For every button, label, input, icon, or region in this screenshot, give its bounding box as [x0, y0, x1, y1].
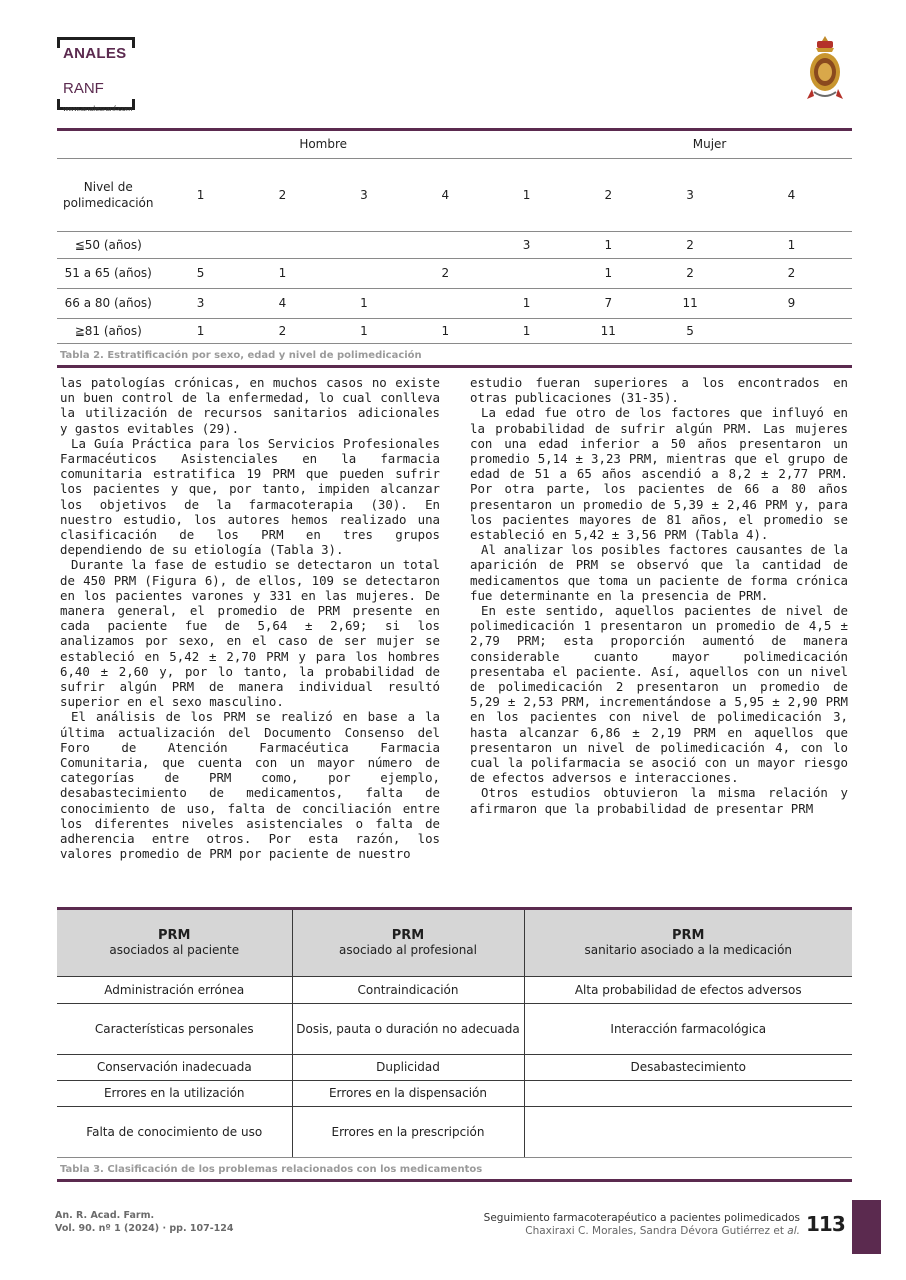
paragraph: Al analizar los posibles factores causantes de la aparición de PRM se observó que la cantidad de medicamentos que toma un paciente de forma crónica fue determinante en la presencia de PRM.: [470, 542, 848, 603]
level-h4: 4: [405, 158, 486, 231]
logo-anales: ANALES: [63, 45, 127, 62]
header-title: PRM: [672, 928, 705, 944]
cell: 3: [159, 288, 241, 318]
cell: [242, 231, 324, 258]
footer-citation: [55, 1209, 233, 1235]
cell: 1: [405, 318, 486, 343]
paragraph: las patologías crónicas, en muchos casos no existe un buen control de la enfermedad, lo cual conlleva la utilización de recursos sanitarios adicionales y gastos evitables (29).: [60, 375, 440, 436]
table-row: [57, 1106, 852, 1157]
header-title: PRM: [158, 928, 191, 944]
cell: 1: [486, 318, 567, 343]
paragraph: La Guía Práctica para los Servicios Profesionales Farmacéuticos Asistenciales en la farmacia comunitaria estratifica 19 PRM que pueden sufrir los pacientes y que, por tanto, impiden alcanzar los objetivos de la farmacoterapia (30). En nuestro estudio, los autores hemos realizado una clasificación de los PRM en tres grupos dependiendo de su etiología (Tabla 3).: [60, 435, 440, 558]
group-hombre: Hombre: [299, 137, 348, 152]
level-h1: 1: [159, 158, 241, 231]
cell: 11: [649, 288, 730, 318]
cell: 2: [649, 231, 730, 258]
cell: 1: [486, 288, 567, 318]
cell: Errores en la dispensación: [292, 1080, 524, 1106]
page-number: 113: [806, 1212, 845, 1236]
table-row: [57, 231, 852, 258]
cell: [159, 231, 241, 258]
table-2-corner: [57, 131, 159, 158]
level-m2: 2: [567, 158, 649, 231]
paragraph: El análisis de los PRM se realizó en base a la última actualización del Documento Consenso del Foro de Atención Farmacéutica Farmacia Comunitaria, que cuenta con un mayor número de categorías de PRM como, por ejemplo, desabastecimiento de medicamentos, falta de conocimiento de uso, falta de conciliación entre los diferentes niveles asistenciales o falta de adherencia entre otros. Por esta razón, los valores promedio de PRM por paciente de nuestro: [60, 709, 440, 862]
body-column-right: [470, 375, 848, 816]
cell: 1: [567, 258, 649, 288]
cell: [323, 231, 405, 258]
cell: Duplicidad: [292, 1054, 524, 1080]
header-title: PRM: [391, 928, 425, 944]
level-m4: 4: [731, 158, 852, 231]
cell: [524, 1106, 852, 1157]
cell: 5: [649, 318, 730, 343]
row-label: ≦50 (años): [57, 231, 159, 258]
paragraph: estudio fueran superiores a los encontrados en otras publicaciones (31-35).: [470, 375, 848, 406]
paragraph: Otros estudios obtuvieron la misma relación y afirmaron que la probabilidad de presentar PRM: [470, 785, 848, 816]
header-sub: asociados al paciente: [109, 943, 240, 958]
cell: Desabastecimiento: [524, 1054, 852, 1080]
cell: Interacción farmacológica: [524, 1003, 852, 1054]
footer-volume: Vol. 90. nº 1 (2024) · pp. 107-124: [55, 1223, 234, 1234]
level-m1: 1: [486, 158, 567, 231]
row-label: ≧81 (años): [57, 318, 159, 343]
row-label: 51 a 65 (años): [57, 258, 159, 288]
cell: 1: [731, 231, 852, 258]
cell: Dosis, pauta o duración no adecuada: [292, 1003, 524, 1054]
level-m3: 3: [649, 158, 730, 231]
table-row: [57, 1003, 852, 1054]
cell: Alta probabilidad de efectos adversos: [524, 976, 852, 1003]
table-row: [57, 258, 852, 288]
cell: 7: [567, 288, 649, 318]
group-mujer: Mujer: [692, 137, 727, 152]
table-row: [57, 288, 852, 318]
footer-title: Seguimiento farmacoterapéutico a pacientes polimedicados: [483, 1212, 800, 1224]
header-profesional: [292, 910, 524, 976]
cell: 1: [567, 231, 649, 258]
journal-logo: [57, 37, 177, 117]
cell: [486, 258, 567, 288]
cell: [405, 288, 486, 318]
cell: Errores en la utilización: [57, 1080, 292, 1106]
footer-etal: al.: [787, 1225, 800, 1237]
table-2: [57, 128, 852, 368]
header-sub: asociado al profesional: [339, 943, 477, 958]
footer-authors-line: [484, 1225, 800, 1238]
table-row: [57, 1080, 852, 1106]
cell: Administración errónea: [57, 976, 292, 1003]
cell: [524, 1080, 852, 1106]
paragraph: En este sentido, aquellos pacientes de nivel de polimedicación 1 presentaron un promedio de 4,5 ± 2,79 PRM; esta proporción aumentó de manera considerable cuanto mayor polimedicación presentaba el paciente. Así, aquellos con un nivel de polimedicación 2 presentaron un promedio de 5,29 ± 2,53 PRM, incrementándose a 5,95 ± 2,90 PRM en los pacientes con nivel de polimedicación 3, hasta alcanzar 6,86 ± 2,19 PRM en aquellos que presentaron un nivel de polimedicación 4, con lo cual la polifarmacia se asoció con un mayor riesgo de efectos adversos e interacciones.: [470, 603, 848, 786]
level-h3: 3: [323, 158, 405, 231]
logo-ranf: RANF: [63, 80, 104, 97]
header-paciente: [57, 910, 292, 976]
cell: 2: [242, 318, 324, 343]
cell: [323, 258, 405, 288]
cell: [405, 231, 486, 258]
cell: 11: [567, 318, 649, 343]
table-3: [57, 907, 852, 1182]
table-row: [57, 1054, 852, 1080]
cell: 9: [731, 288, 852, 318]
crest-icon: [804, 34, 846, 104]
cell: 1: [323, 288, 405, 318]
row-header-nivel: Nivel de polimedicación: [57, 158, 159, 231]
level-h2: 2: [242, 158, 324, 231]
cell: Falta de conocimiento de uso: [57, 1106, 292, 1157]
cell: 1: [323, 318, 405, 343]
cell: Conservación inadecuada: [57, 1054, 292, 1080]
table-3-caption: Tabla 3. Clasificación de los problemas relacionados con los medicamentos: [57, 1157, 852, 1182]
cell: Errores en la prescripción: [292, 1106, 524, 1157]
table-row: [57, 976, 852, 1003]
cell: Características personales: [57, 1003, 292, 1054]
footer-authors: Chaxiraxi C. Morales, Sandra Dévora Gutiérrez et: [525, 1225, 784, 1237]
cell: 2: [405, 258, 486, 288]
cell: 1: [159, 318, 241, 343]
cell: 3: [486, 231, 567, 258]
footer-article: [484, 1212, 800, 1238]
cell: 2: [649, 258, 730, 288]
row-label: 66 a 80 (años): [57, 288, 159, 318]
body-column-left: [60, 375, 440, 862]
footer-journal: An. R. Acad. Farm.: [55, 1210, 155, 1221]
cell: 2: [731, 258, 852, 288]
cell: 4: [242, 288, 324, 318]
cell: Contraindicación: [292, 976, 524, 1003]
header-sub: sanitario asociado a la medicación: [584, 943, 793, 958]
page-accent-bar: [852, 1200, 881, 1254]
paragraph: La edad fue otro de los factores que influyó en la probabilidad de sufrir algún PRM. Las mujeres con una edad inferior a 50 años presentaron un promedio 5,14 ± 3,23 PRM, mientras que el grupo de edad de 51 a 65 años ascendió a 8,2 ± 2,77 PRM. Por otra parte, los pacientes de 66 a 80 años presentaron un promedio de 5,39 ± 2,46 PRM y, para los pacientes mayores de 81 años, el promedio se estableció en 5,42 ± 3,56 PRM (Tabla 4).: [470, 405, 848, 543]
cell: 5: [159, 258, 241, 288]
cell: [731, 318, 852, 343]
logo-url: www.analesranf.com: [63, 104, 133, 113]
table-row: [57, 318, 852, 343]
cell: 1: [242, 258, 324, 288]
table-2-caption: Tabla 2. Estratificación por sexo, edad y nivel de polimedicación: [57, 343, 852, 368]
header-medicacion: [524, 910, 852, 976]
paragraph: Durante la fase de estudio se detectaron un total de 450 PRM (Figura 6), de ellos, 109 se detectaron en los pacientes varones y 331 en las mujeres. De manera general, el promedio de PRM presente en cada paciente fue de 5,64 ± 2,69; si los analizamos por sexo, en el caso de ser mujer se estableció en 5,42 ± 2,70 PRM y para los hombres 6,40 ± 2,60 y, por lo tanto, la probabilidad de sufrir algún PRM de manera individual resultó superior en el sexo masculino.: [60, 557, 440, 710]
